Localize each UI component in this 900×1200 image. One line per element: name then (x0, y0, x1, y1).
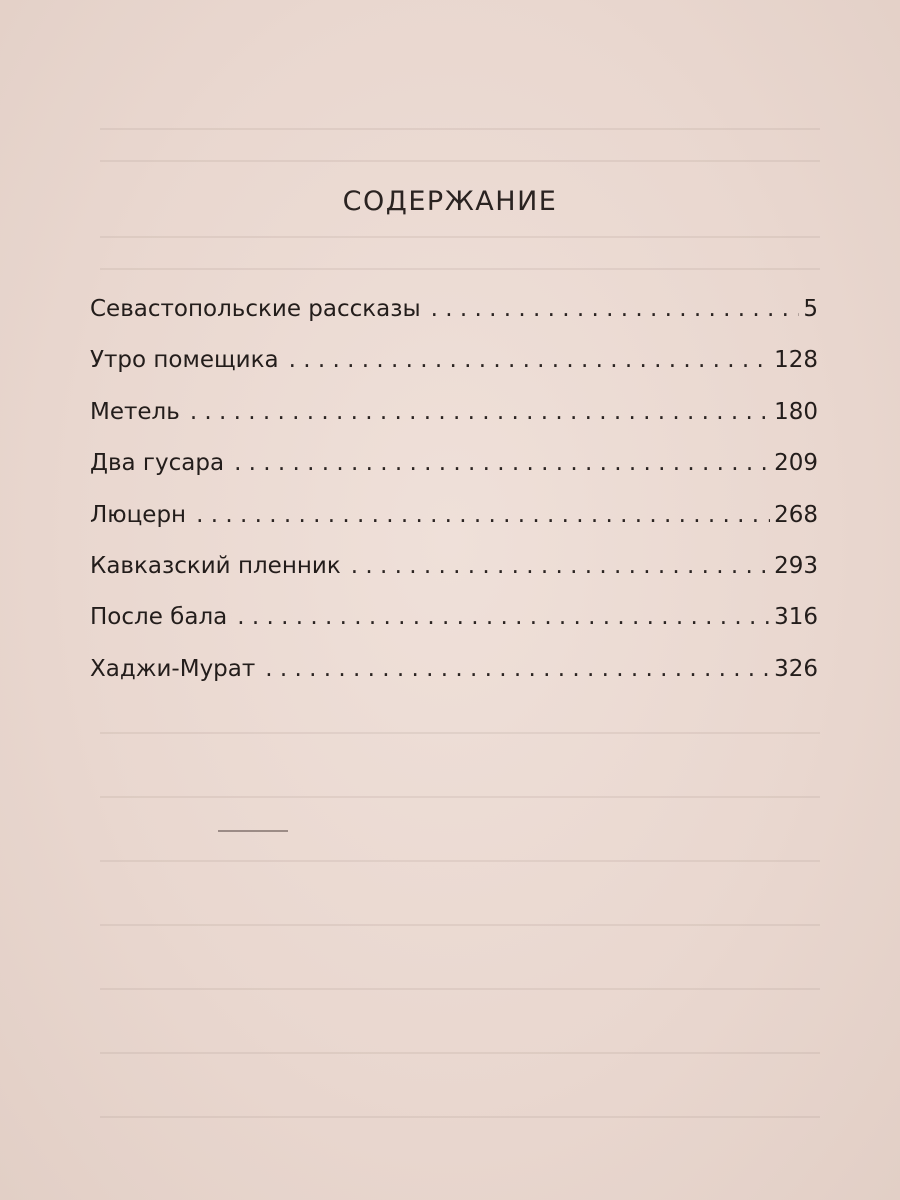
toc-leader-dots (289, 347, 770, 373)
toc-entry (90, 450, 818, 501)
toc-leader-dots (196, 502, 770, 528)
bleed-line (100, 268, 820, 270)
decorative-dash (218, 830, 288, 832)
toc-entry (90, 656, 818, 707)
toc-entry (90, 347, 818, 398)
bleed-line (100, 860, 820, 862)
toc-entry-title: После бала (90, 604, 228, 631)
toc-leader-dots (351, 553, 770, 579)
toc-entry-title: Метель (90, 398, 180, 425)
bleed-line (100, 160, 820, 162)
toc-entry-title: Люцерн (90, 501, 187, 528)
bleed-line (100, 1052, 820, 1054)
toc-entry-page: 326 (774, 655, 818, 682)
toc-entry-page: 180 (774, 398, 818, 425)
toc-leader-dots (190, 399, 770, 425)
toc-entry (90, 553, 818, 604)
bleed-line (100, 796, 820, 798)
toc-entry (90, 296, 818, 347)
toc-entry-page: 316 (774, 604, 818, 631)
toc-entry-page: 293 (774, 552, 818, 579)
page-title: СОДЕРЖАНИЕ (342, 186, 558, 217)
bleed-line (100, 988, 820, 990)
toc-entry (90, 502, 818, 553)
toc-entry-title: Утро помещика (90, 347, 279, 374)
toc-entry (90, 399, 818, 450)
toc-list (90, 296, 818, 707)
bleed-line (100, 924, 820, 926)
toc-entry-title: Два гусара (90, 450, 225, 477)
bleed-line (100, 236, 820, 238)
toc-entry (90, 604, 818, 655)
bleed-line (100, 732, 820, 734)
toc-leader-dots (234, 450, 770, 476)
bleed-line (100, 128, 820, 130)
toc-leader-dots (265, 656, 770, 682)
toc-entry-page: 209 (774, 450, 818, 477)
toc-entry-title: Хаджи-Мурат (90, 655, 256, 682)
toc-leader-dots (431, 296, 800, 322)
bleed-line (100, 1116, 820, 1118)
toc-entry-title: Севастопольские рассказы (90, 296, 421, 322)
toc-entry-page: 268 (774, 501, 818, 528)
toc-leader-dots (237, 604, 770, 630)
toc-entry-page: 5 (803, 296, 818, 322)
toc-entry-title: Кавказский пленник (90, 552, 341, 579)
toc-entry-page: 128 (774, 347, 818, 374)
